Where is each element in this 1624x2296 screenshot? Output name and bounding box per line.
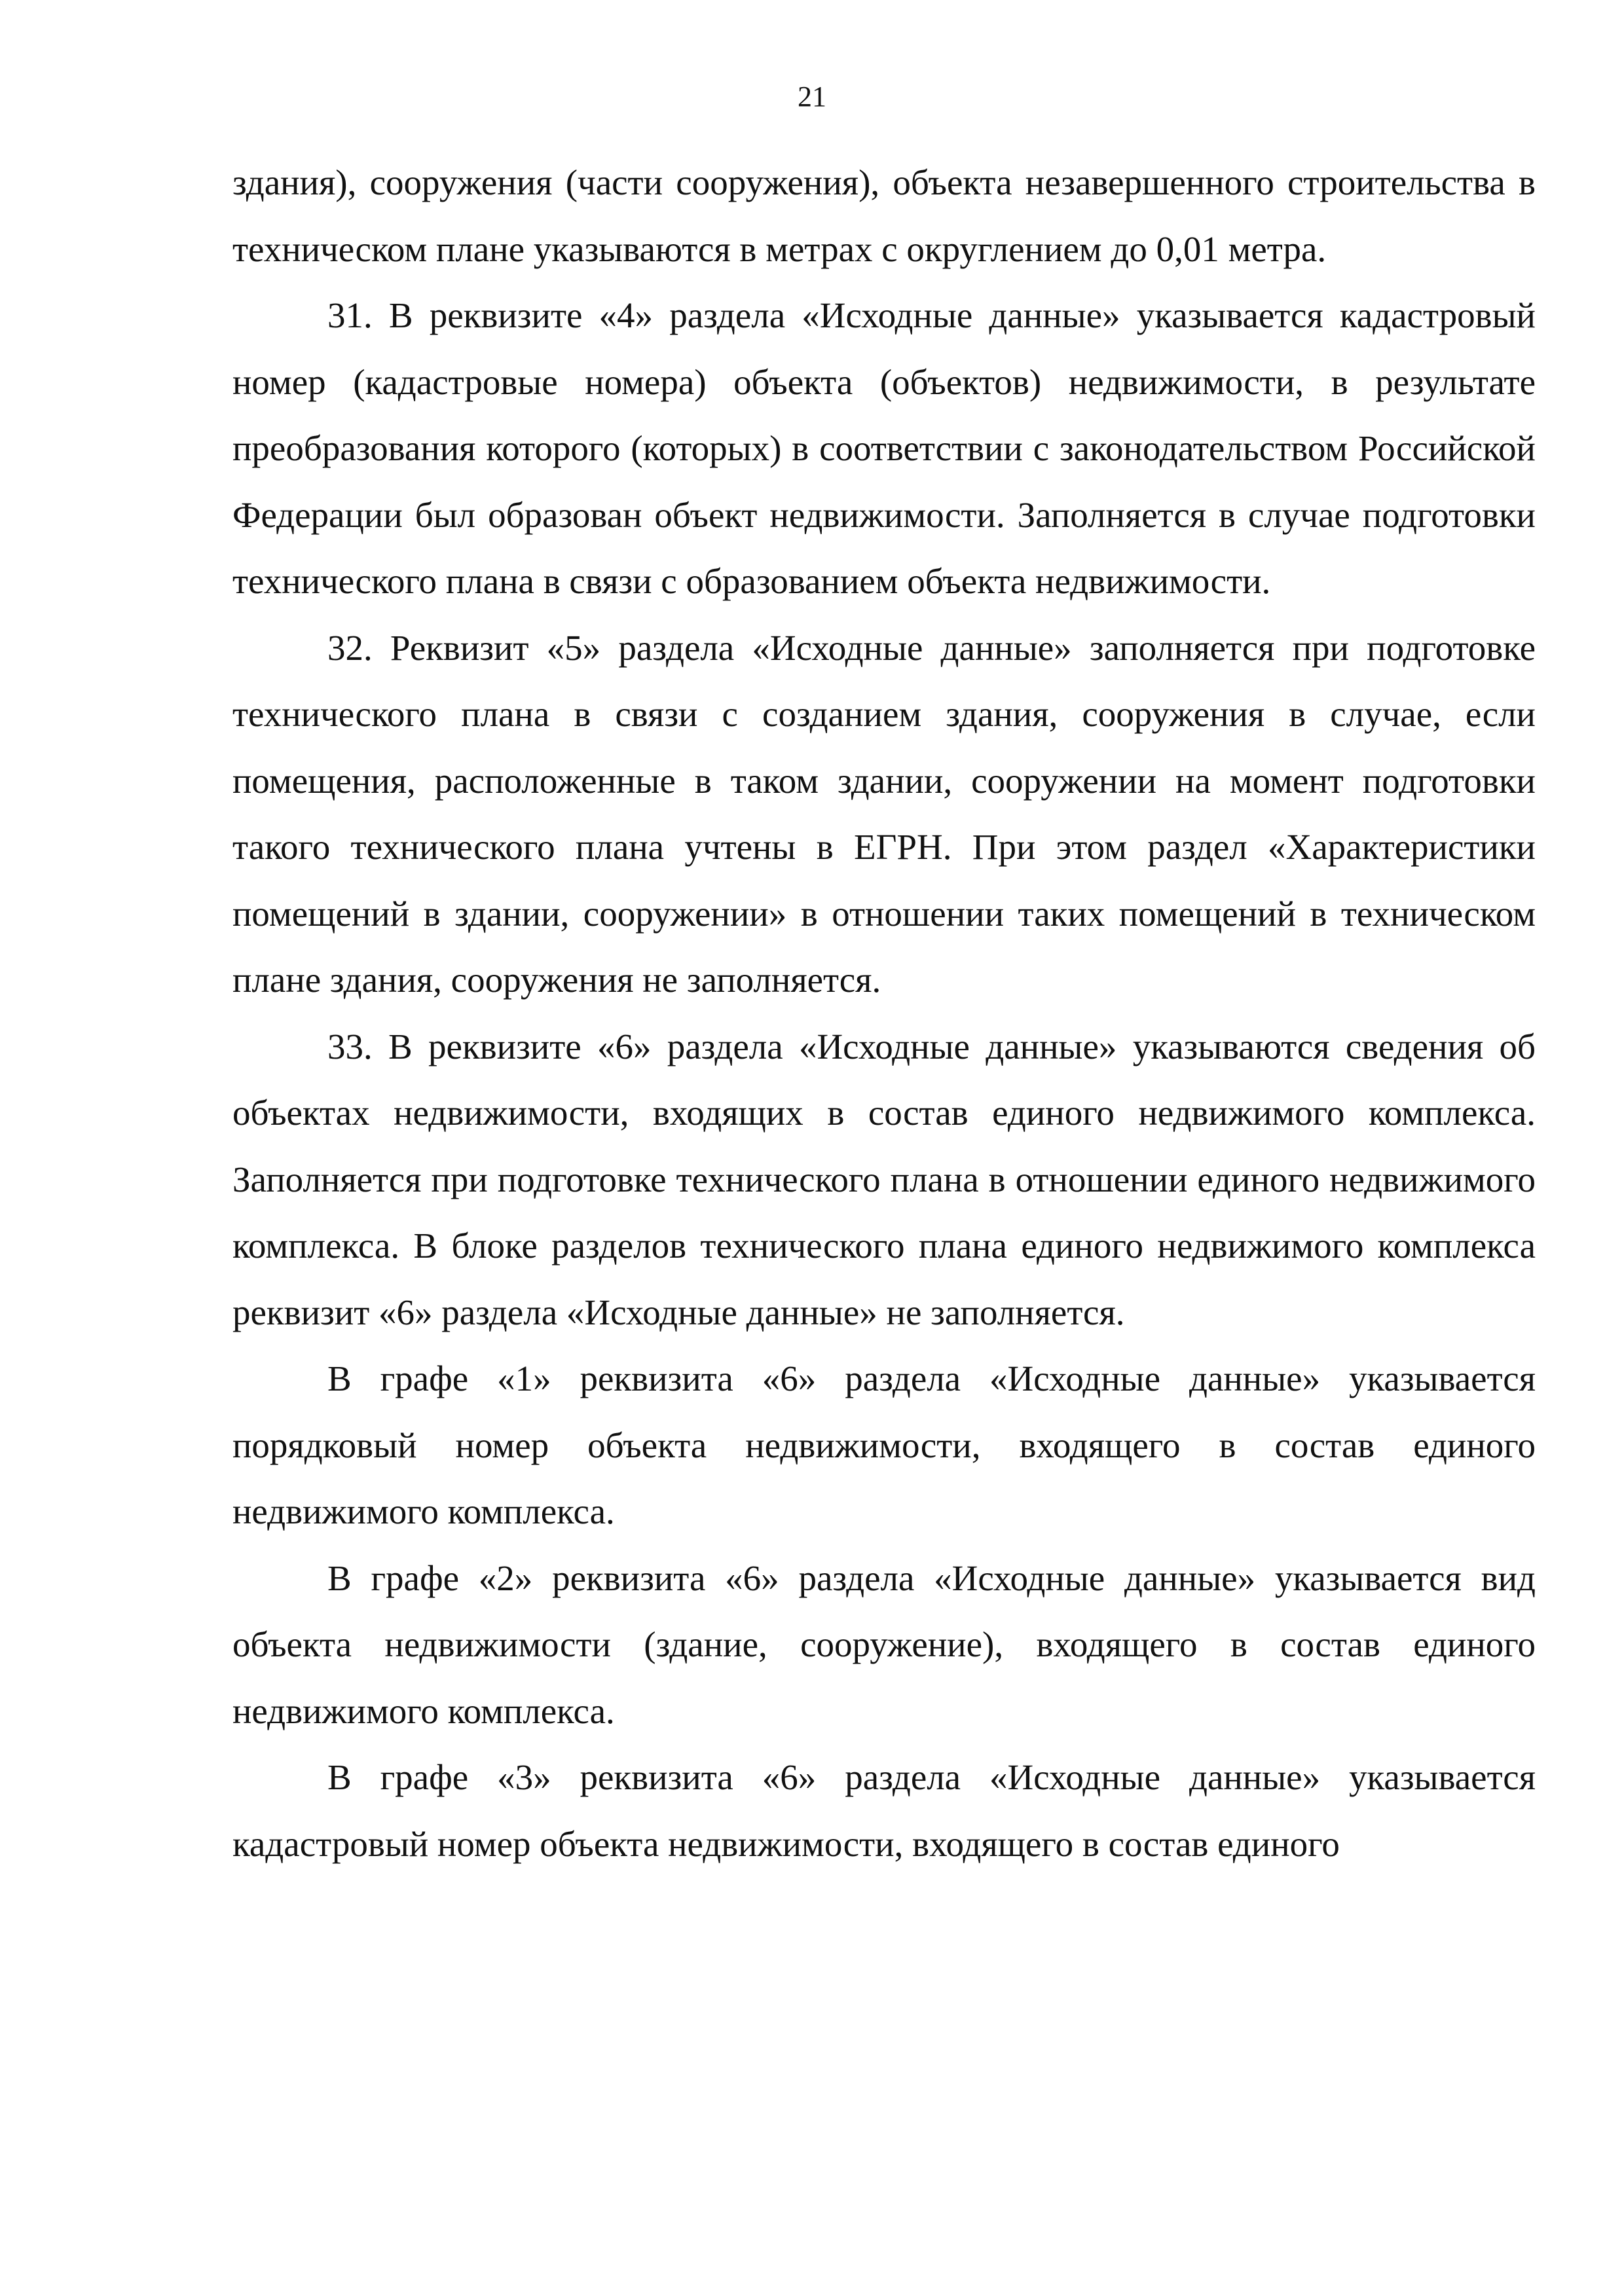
paragraph-31: 31. В реквизите «4» раздела «Исходные данные» указывается кадастровый номер (кадастровые номера) объекта (объектов) недвижимости, в результате преобразования которого (которых) в соответствии с законодательством Российской Федерации был образован объект недвижимости. Заполняется в случае подготовки технического плана в связи с образованием объекта недвижимости. bbox=[232, 295, 1536, 601]
paragraph-column-2: В графе «2» реквизита «6» раздела «Исходные данные» указывается вид объекта недвижимости (здание, сооружение), входящего в состав единого недвижимого комплекса. bbox=[232, 1558, 1536, 1731]
page-number: 21 bbox=[798, 81, 826, 113]
paragraph-continuation: здания), сооружения (части сооружения), объекта незавершенного строительства в техническом плане указываются в метрах с округлением до 0,01 метра. bbox=[232, 162, 1536, 269]
document-body bbox=[232, 149, 1536, 1877]
paragraph-33: 33. В реквизите «6» раздела «Исходные данные» указываются сведения об объектах недвижимости, входящих в состав единого недвижимого комплекса. Заполняется при подготовке технического плана в отношении единого недвижимого комплекса. В блоке разделов технического плана единого недвижимого комплекса реквизит «6» раздела «Исходные данные» не заполняется. bbox=[232, 1026, 1536, 1332]
paragraph-column-1: В графе «1» реквизита «6» раздела «Исходные данные» указывается порядковый номер объекта недвижимости, входящего в состав единого недвижимого комплекса. bbox=[232, 1358, 1536, 1531]
paragraph-column-3: В графе «3» реквизита «6» раздела «Исходные данные» указывается кадастровый номер объекта недвижимости, входящего в состав единого bbox=[232, 1757, 1536, 1864]
paragraph-32: 32. Реквизит «5» раздела «Исходные данные» заполняется при подготовке технического плана в связи с созданием здания, сооружения в случае, если помещения, расположенные в таком здании, сооружении на момент подготовки такого технического плана учтены в ЕГРН. При этом раздел «Характеристики помещений в здании, сооружении» в отношении таких помещений в техническом плане здания, сооружения не заполняется. bbox=[232, 627, 1536, 1000]
